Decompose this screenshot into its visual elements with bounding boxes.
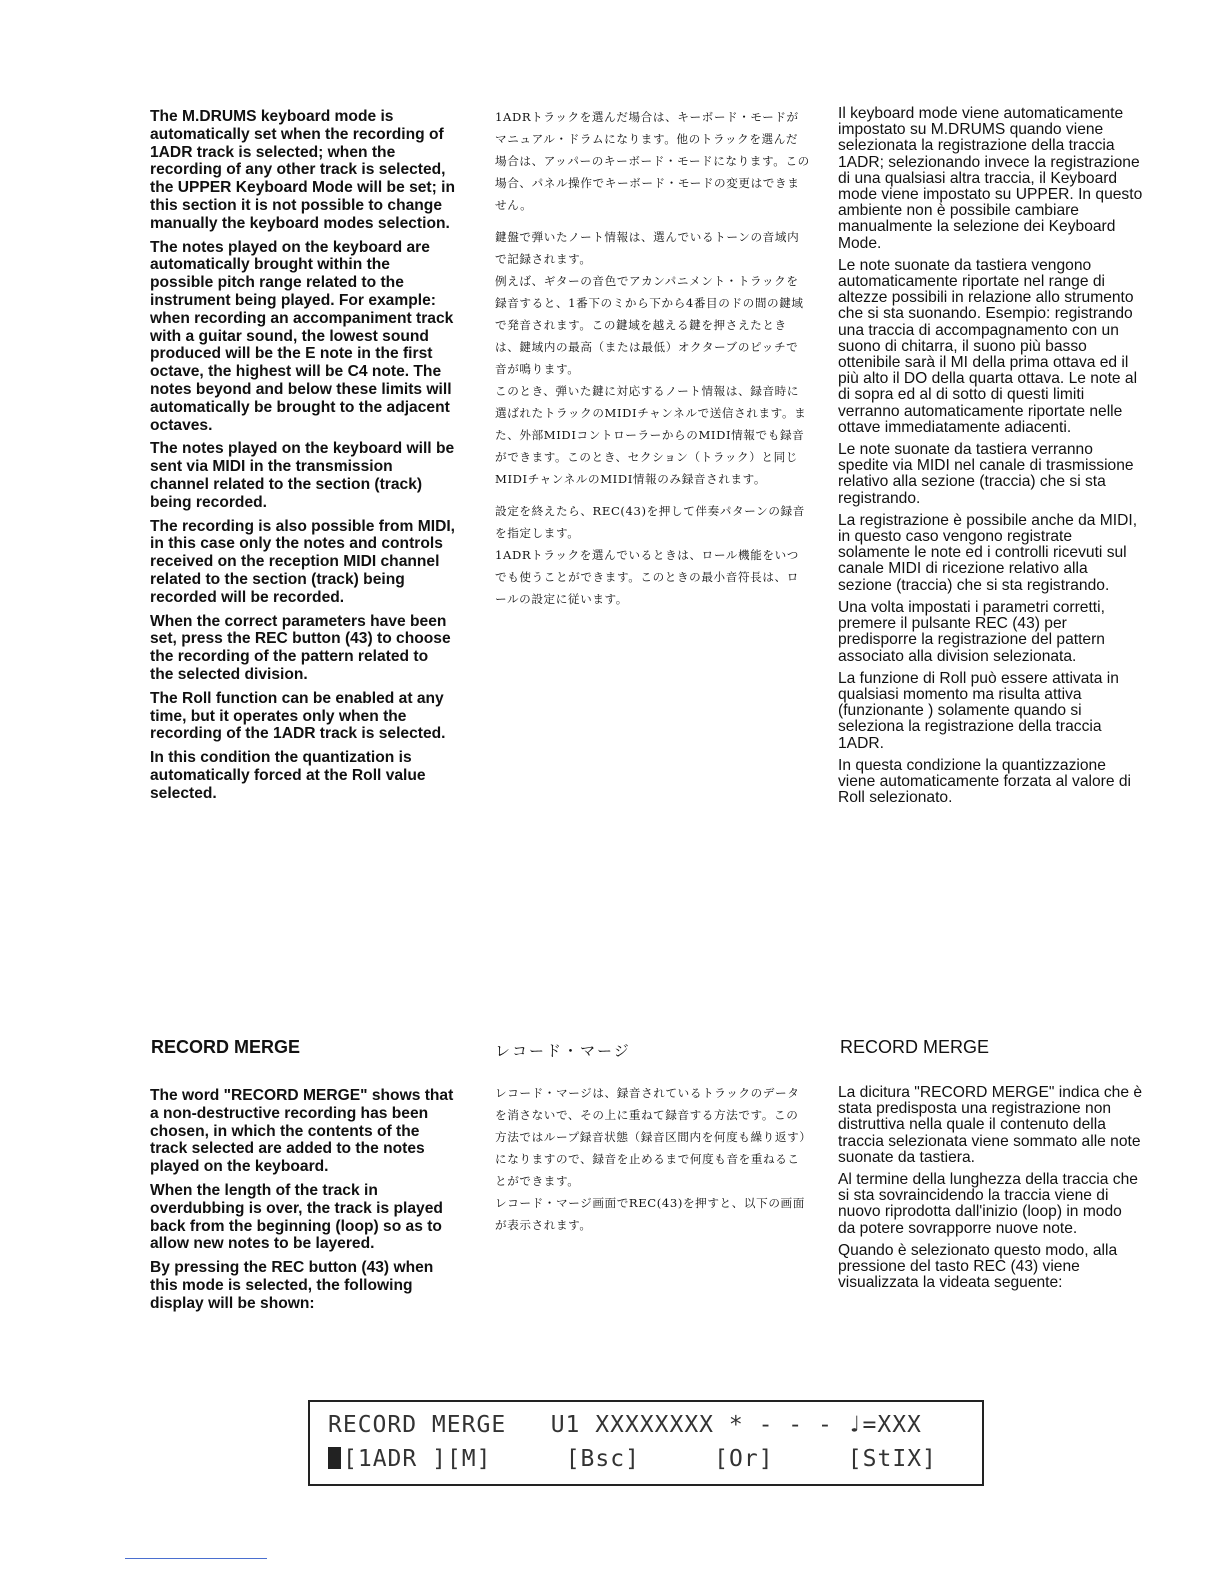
it-paragraph-6: La funzione di Roll può essere attivata in qualsiasi momento ma risulta attiva (funzionante ) solamente quando si seleziona la registrazione della traccia 1ADR. xyxy=(838,669,1119,752)
it-paragraph-7: In questa condizione la quantizzazione viene automaticamente forzata al valore di Roll selezionato. xyxy=(838,756,1131,807)
ja-paragraph-4: このとき、弾いた鍵に対応するノート情報は、録音時に選ばれたトラックのMIDIチャンネルで送信されます。また、外部MIDIコントローラーからのMIDI情報でも録音ができます。このとき、セクション（トラック）と同じMIDIチャンネルのMIDI情報のみ録音されます。 xyxy=(495,384,807,486)
en-merge-paragraph-3: By pressing the REC button (43) when this mode is selected, the following display will be shown: xyxy=(150,1259,434,1312)
en-paragraph-2: The notes played on the keyboard are automatically brought within the possible pitch range related to the instrument being played. For example: when recording an accompaniment track with a guitar sound, the lowest sound produced will be the E note in the first octave, the highest will be C4 note. The notes beyond and below these limits will automatically be brought to the adjacent octaves. xyxy=(150,238,454,434)
japanese-column-2 xyxy=(495,1082,810,1246)
ja-paragraph-5: 設定を終えたら、REC(43)を押して伴奏パターンの録音を指定します。 xyxy=(495,504,805,540)
it-merge-paragraph-2: Al termine della lunghezza della traccia che si sta sovraincidendo la traccia viene di nuovo riprodotta dall'inizio (loop) in modo da potere sovrapporre nuove note. xyxy=(838,1171,1138,1237)
ja-merge-paragraph-1: レコード・マージは、録音されているトラックのデータを消さないで、その上に重ねて録音する方法です。この方法ではループ録音状態（録音区間内を何度も繰り返す）になりますので、録音を止めるまで何度も音を重ねることができます。 xyxy=(495,1086,806,1188)
en-paragraph-4: The recording is also possible from MIDI, in this case only the notes and controls received on the reception MIDI channel related to the section (track) being recorded will be recorded. xyxy=(150,517,455,606)
lcd-line-2 xyxy=(328,1446,937,1472)
it-heading-record-merge: RECORD MERGE xyxy=(840,1037,990,1057)
footer-rule xyxy=(125,1558,267,1559)
ja-merge-paragraph-2: レコード・マージ画面でREC(43)を押すと、以下の画面が表示されます。 xyxy=(495,1196,805,1232)
it-paragraph-5: Una volta impostati i parametri corretti, premere il pulsante REC (43) per predisporre la registrazione del pattern associato alla division selezionata. xyxy=(838,598,1105,665)
en-paragraph-7: In this condition the quantization is automatically forced at the Roll value selected. xyxy=(150,749,426,802)
lcd-line-2-text: [1ADR ][M] [Bsc] [Or] [StIX] xyxy=(343,1446,937,1472)
ja-paragraph-1: 1ADRトラックを選んだ場合は、キーボード・モードがマニュアル・ドラムになります。他のトラックを選んだ場合は、アッパーのキーボード・モードになります。この場合、パネル操作でキーボード・モードの変更はできません。 xyxy=(495,110,810,212)
en-merge-paragraph-1: The word "RECORD MERGE" shows that a non-destructive recording has been chosen, in which the contents of the track selected are added to the notes played on the keyboard. xyxy=(150,1087,454,1176)
ja-paragraph-6: 1ADRトラックを選んでいるときは、ロール機能をいつでも使うことができます。このときの最小音符長は、ロールの設定に従います。 xyxy=(495,548,799,606)
it-paragraph-1: Il keyboard mode viene automaticamente impostato su M.DRUMS quando viene selezionata la registrazione della traccia 1ADR; selezionando invece la registrazione di una qualsiasi altra traccia, il Keyboard mode viene impostato su UPPER. In questo ambiente non è possibile cambiare manualmente la selezione dei Keyboard Mode. xyxy=(838,105,1143,252)
it-paragraph-4: La registrazione è possibile anche da MIDI, in questo caso vengono registrate solamente le note ed i controlli ricevuti sul canale MIDI di ricezione relativo alla sezione (traccia) che si sta registrando. xyxy=(838,511,1138,594)
en-paragraph-5: When the correct parameters have been set, press the REC button (43) to choose the recording of the pattern related to the selected division. xyxy=(150,612,451,683)
ja-paragraph-3: 例えば、ギターの音色でアカンパニメント・トラックを録音すると、1番下のミから下から4番目のドの間の鍵域で発音されます。この鍵域を越える鍵を押さえたときは、鍵域内の最高（または最低）オクターブのピッチで音が鳴ります。 xyxy=(495,274,804,376)
en-paragraph-6: The Roll function can be enabled at any time, but it operates only when the recording of the 1ADR track is selected. xyxy=(150,689,446,743)
en-paragraph-3: The notes played on the keyboard will be sent via MIDI in the transmission channel related to the section (track) being recorded. xyxy=(150,440,455,511)
lcd-cursor xyxy=(328,1447,341,1469)
ja-paragraph-2: 鍵盤で弾いたノート情報は、選んでいるトーンの音域内で記録されます。 xyxy=(495,230,800,266)
en-heading-record-merge: RECORD MERGE xyxy=(151,1037,301,1057)
it-merge-paragraph-3: Quando è selezionato questo modo, alla pressione del tasto REC (43) viene visualizzata la videata seguente: xyxy=(838,1241,1118,1292)
lcd-display xyxy=(308,1400,984,1486)
lcd-line-1: RECORD MERGE U1 XXXXXXXX * - - - ♩=XXX xyxy=(328,1412,922,1438)
italian-column-2 xyxy=(838,1085,1143,1297)
japanese-column xyxy=(495,106,810,620)
it-paragraph-3: Le note suonate da tastiera verranno spedite via MIDI nel canale di trasmissione relativo alla sezione (traccia) che si sta registrando. xyxy=(838,441,1134,507)
en-paragraph-1: The M.DRUMS keyboard mode is automatically set when the recording of 1ADR track is selected; when the recording of any other track is selected, the UPPER Keyboard Mode will be set; in this section it is not possible to change manually the keyboard modes selection. xyxy=(150,108,455,232)
it-paragraph-2: Le note suonate da tastiera vengono automaticamente riportate nel range di altezze possibili in relazione allo strumento che si sta suonando. Esempio: registrando una traccia di accompagnamento con un suono di chitarra, il suono più basso ottenibile sarà il MI della prima ottava ed il più alto il DO della quarta ottava. Le note al di sopra ed al di sotto di questi limiti verranno automaticamente riportate nelle ottave immediatamente adiacenti. xyxy=(838,256,1138,436)
english-column-2 xyxy=(150,1087,455,1319)
en-merge-paragraph-2: When the length of the track in overdubbing is over, the track is played back from the beginning (loop) so as to allow new notes to be layered. xyxy=(150,1181,443,1253)
english-column xyxy=(150,108,455,808)
it-merge-paragraph-1: La dicitura "RECORD MERGE" indica che è stata predisposta una registrazione non distruttiva nella quale il contenuto della traccia selezionata viene sommato alle note suonate da tastiera. xyxy=(838,1084,1142,1166)
italian-column xyxy=(838,106,1143,812)
ja-heading-record-merge: レコード・マージ xyxy=(495,1042,631,1060)
